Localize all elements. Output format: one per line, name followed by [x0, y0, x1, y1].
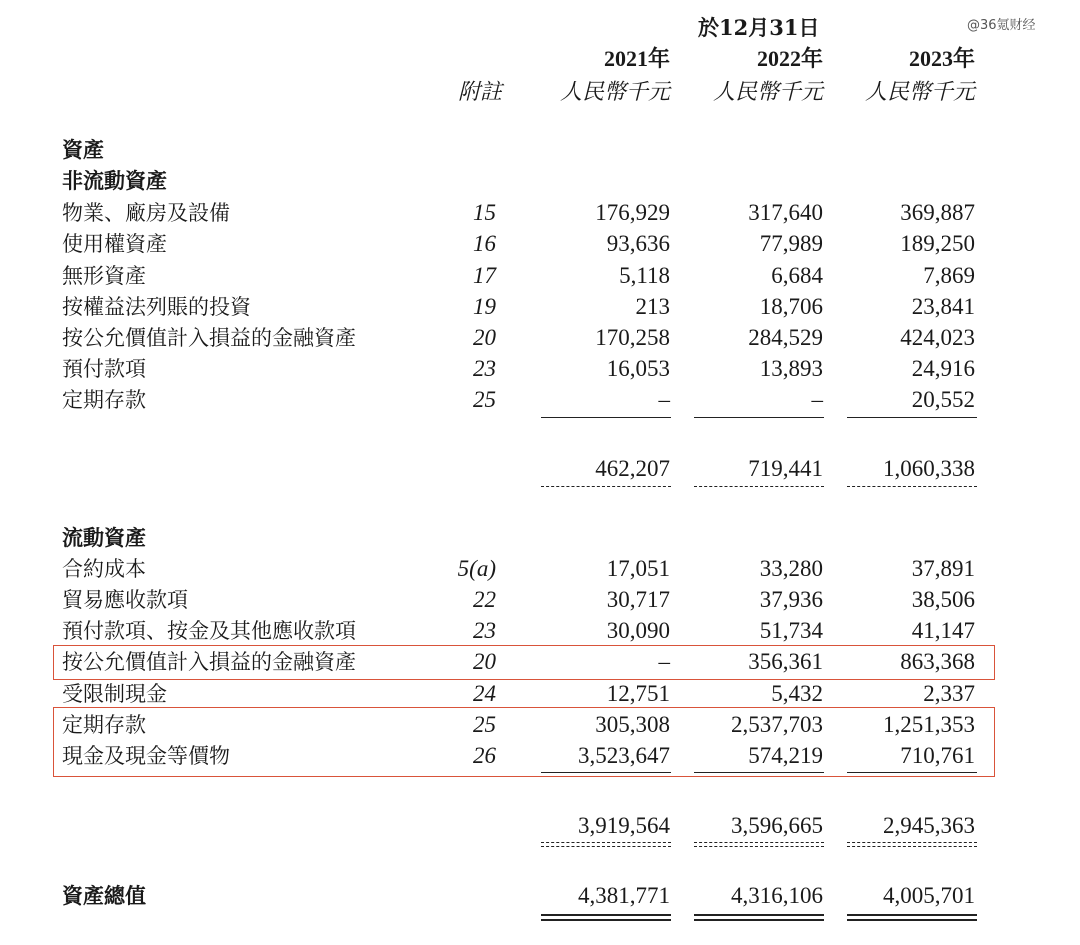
double-underline — [847, 919, 977, 921]
value-2021: 17,051 — [606, 556, 670, 581]
value-2023: 37,891 — [911, 556, 975, 581]
double-underline — [694, 914, 824, 916]
value-2023: 24,916 — [911, 356, 975, 381]
row-note: 17 — [473, 263, 496, 288]
row-label: 預付款項、按金及其他應收款項 — [62, 619, 356, 643]
value-2022: 33,280 — [759, 556, 823, 581]
row-label: 定期存款 — [62, 713, 146, 737]
value-2021: 5,118 — [619, 263, 670, 288]
row-label: 受限制現金 — [62, 682, 167, 706]
total-2021: 462,207 — [595, 456, 670, 481]
row-label: 物業、廠房及設備 — [62, 201, 230, 225]
value-2023: 863,368 — [900, 649, 975, 674]
value-2022: – — [811, 387, 823, 412]
value-2021: 93,636 — [606, 231, 670, 256]
value-2023: 369,887 — [900, 200, 975, 225]
row-note: 15 — [473, 200, 496, 225]
total-rule — [847, 486, 977, 487]
value-2022: 317,640 — [748, 200, 823, 225]
watermark: @36氪财经 — [967, 18, 1036, 33]
row-note: 25 — [473, 387, 496, 412]
row-label: 貿易應收款項 — [62, 588, 188, 612]
value-2022: 13,893 — [759, 356, 823, 381]
unit-header-2021: 人民幣千元 — [559, 80, 670, 105]
row-note: 19 — [473, 294, 496, 319]
value-2023: 38,506 — [911, 587, 975, 612]
value-2021: 12,751 — [606, 681, 670, 706]
year-header-2021: 2021年 — [603, 46, 670, 71]
value-2021: 213 — [635, 294, 670, 319]
row-label: 按權益法列賬的投資 — [62, 295, 251, 319]
total-2022: 719,441 — [748, 456, 823, 481]
total-2022: 3,596,665 — [731, 813, 823, 838]
value-2021: – — [658, 649, 670, 674]
row-note: 24 — [473, 681, 496, 706]
subtotal-rule — [541, 417, 671, 418]
value-2021: 176,929 — [595, 200, 670, 225]
year-header-2022: 2022年 — [756, 46, 823, 71]
value-2022: 51,734 — [759, 618, 823, 643]
value-2022: 6,684 — [771, 263, 823, 288]
value-2021: 305,308 — [595, 712, 670, 737]
subtotal-rule — [847, 417, 977, 418]
row-note: 20 — [473, 649, 496, 674]
row-note: 20 — [473, 325, 496, 350]
total-2021: 3,919,564 — [578, 813, 670, 838]
double-underline — [541, 914, 671, 916]
total-rule — [541, 846, 671, 847]
value-2023: 2,337 — [923, 681, 975, 706]
value-2022: 356,361 — [748, 649, 823, 674]
value-2021: 30,717 — [606, 587, 670, 612]
value-2022: 77,989 — [759, 231, 823, 256]
value-2022: 37,936 — [759, 587, 823, 612]
row-label: 合約成本 — [62, 557, 146, 581]
row-label: 預付款項 — [62, 357, 146, 381]
value-2023: 41,147 — [911, 618, 975, 643]
value-2022: 574,219 — [748, 743, 823, 768]
total-rule — [541, 486, 671, 487]
value-2022: 2,537,703 — [731, 712, 823, 737]
total-rule — [694, 842, 824, 843]
subtotal-rule — [694, 772, 824, 773]
total-rule — [694, 846, 824, 847]
subtotal-rule — [847, 772, 977, 773]
row-label: 按公允價值計入損益的金融資產 — [62, 326, 356, 350]
value-2022: 18,706 — [759, 294, 823, 319]
row-label: 使用權資產 — [62, 232, 167, 256]
row-note: 25 — [473, 712, 496, 737]
assets-title: 資產 — [62, 137, 104, 162]
value-2023: 23,841 — [911, 294, 975, 319]
value-2023: 7,869 — [923, 263, 975, 288]
value-2021: 3,523,647 — [578, 743, 670, 768]
date-caption: 於12月31日 — [698, 15, 820, 40]
highlight-box-deposits-cash — [53, 707, 995, 777]
row-note: 22 — [473, 587, 496, 612]
total-2023: 1,060,338 — [883, 456, 975, 481]
total-rule — [541, 842, 671, 843]
row-note: 26 — [473, 743, 496, 768]
value-2022: 5,432 — [771, 681, 823, 706]
total-rule — [847, 842, 977, 843]
total-rule — [694, 486, 824, 487]
value-2021: – — [658, 387, 670, 412]
row-label: 無形資產 — [62, 264, 146, 288]
value-2023: 20,552 — [911, 387, 975, 412]
total-rule — [847, 846, 977, 847]
value-2023: 424,023 — [900, 325, 975, 350]
row-label: 按公允價值計入損益的金融資產 — [62, 650, 356, 674]
total-assets-label: 資產總值 — [62, 883, 146, 908]
row-label: 現金及現金等價物 — [62, 744, 230, 768]
row-label: 定期存款 — [62, 388, 146, 412]
value-2021: 30,090 — [606, 618, 670, 643]
total-assets-2021: 4,381,771 — [578, 883, 670, 908]
value-2022: 284,529 — [748, 325, 823, 350]
value-2021: 170,258 — [595, 325, 670, 350]
row-note: 16 — [473, 231, 496, 256]
double-underline — [694, 919, 824, 921]
subtotal-rule — [694, 417, 824, 418]
year-header-2023: 2023年 — [908, 46, 975, 71]
double-underline — [541, 919, 671, 921]
total-assets-2023: 4,005,701 — [883, 883, 975, 908]
note-header: 附註 — [458, 80, 503, 105]
subtotal-rule — [541, 772, 671, 773]
value-2023: 710,761 — [900, 743, 975, 768]
row-note: 23 — [473, 356, 496, 381]
total-2023: 2,945,363 — [883, 813, 975, 838]
value-2021: 16,053 — [606, 356, 670, 381]
value-2023: 1,251,353 — [883, 712, 975, 737]
row-note: 5(a) — [457, 556, 496, 581]
highlight-box-fvtpl — [53, 645, 995, 680]
value-2023: 189,250 — [900, 231, 975, 256]
noncurrent-assets-title: 非流動資產 — [62, 168, 167, 193]
unit-header-2023: 人民幣千元 — [864, 80, 975, 105]
unit-header-2022: 人民幣千元 — [712, 80, 823, 105]
row-note: 23 — [473, 618, 496, 643]
current-assets-title: 流動資產 — [62, 525, 146, 550]
total-assets-2022: 4,316,106 — [731, 883, 823, 908]
double-underline — [847, 914, 977, 916]
